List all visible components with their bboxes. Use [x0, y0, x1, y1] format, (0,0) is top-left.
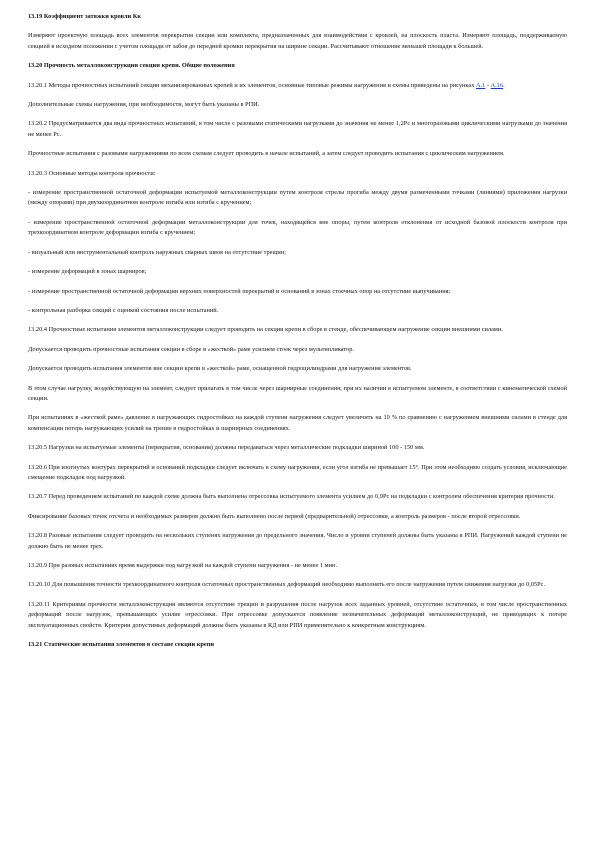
- paragraph: Фиксирование базовых точек отсчета и необходимых размеров должно быть выполнено после первой (предварительной) отрессовки, а контроль размеров - после второй отрессовки.: [28, 512, 521, 520]
- figure-link-a16[interactable]: А.16: [490, 81, 504, 89]
- paragraph: 13.20.11 Критериями прочности металлоконструкции являются отсутствие трещин и разрушения после нагрузок всех заданных уровней, отсутствие остаточных, в том числе пространственных деформаций после нагрузок, превышающих усилие отрессовки. При отрессовке допускается появление незначительных деформаций металлоконструкций, не приводящих к потере эксплуатационных свойств. Критерии допустимых деформаций должны быть указаны в КД или РПИ применительно к конкретным конструкциям.: [28, 600, 567, 629]
- paragraph: 13.20.10 Для повышения точности трехкоординатного контроля остаточных пространственных деформаций необходимо выполнять его после нагружения путем снижения нагрузки до 0,05Рс.: [28, 581, 546, 589]
- list-item: - измерение пространственной остаточной деформации металлоконструкции для точек, находящейся вне опоры, путем контроля отклонения от исходной базовой плоскости контроля при трехкоординатном контроле деформации изгиба с кручением;: [28, 218, 567, 237]
- paragraph: 13.20.2 Предусматривается два вида прочностных испытаний, в том числе с разовыми статическими нагрузками до значения не менее 1,2Рс и многоразовыми циклическими нагрузками до значения не менее Рс.: [28, 120, 567, 138]
- section-heading: 13.20 Прочность металлоконструкции секции крепи. Общие положения: [28, 62, 235, 70]
- paragraph: Дополнительные схемы нагружения, при необходимости, могут быть указаны в РПИ.: [28, 101, 260, 109]
- paragraph: При испытаниях в «жесткой раме» давление в нагружающих гидростойках на каждой ступени нагружения следует увеличить на 10 % по сравнению с нагружением внешними силами в стенде для компенсации потерь нагружающих усилий на трение в гидростойках и шарнирных соединениях.: [28, 414, 567, 432]
- paragraph: Допускается проводить испытания элементов вне секции крепи в «жесткой» раме, оснащенной гидроцилиндрами для нагружения элементов.: [28, 365, 412, 373]
- list-item: - визуальный или инструментальный контроль наружных сварных швов на отсутствие трещин;: [28, 248, 286, 256]
- paragraph: 13.20.8 Разовые испытания следует проводить на нескольких ступенях нагружения до предельного значения. Число и уровни ступеней должны быть указаны в РПИ. Нагружений каждой ступени не должно быть не менее трех.: [28, 532, 567, 550]
- list-item: - измерение пространственной остаточной деформации верхних поверхностей перекрытий и оснований в зонах стоечных опор на отсутствие выпучивания;: [28, 287, 451, 295]
- paragraph: 13.20.4 Прочностные испытания элементов металлоконструкции следует проводить на секции крепи в сборе в стенде, обеспечивающем нагружение секции внешними силами.: [28, 326, 503, 334]
- section-heading: 13.21 Статические испытания элементов в составе секции крепи: [28, 641, 215, 649]
- list-item: - измерение деформаций в зонах шарниров;: [28, 268, 147, 276]
- paragraph: Прочностные испытания с разовыми нагружениями по всем схемам следует проводить в начале испытаний, а затем следует проводить испытания с циклическим нагружением.: [28, 150, 505, 158]
- paragraph: 13.20.1 Методы прочностных испытаний секции механизированных крепей и их элементов, основные типовые режимы нагружения и схемы приведены на рисунках А.1 - А.16.: [28, 81, 505, 89]
- paragraph: 13.20.3 Основные методы контроля прочности:: [28, 169, 156, 177]
- paragraph: В этом случае нагрузку, воздействующую на элемент, следует прилагать в том числе через шарнирные соединения; при их наличии в испытуемом элементе, в соответствии с кинематической схемой секции.: [28, 384, 567, 402]
- paragraph: 13.20.5 Нагрузки на испытуемые элементы (перекрытия, основания) должны передаваться через металлические подкладки шириной 100 - 150 мм.: [28, 444, 425, 452]
- paragraph: 13.20.6 При изогнутых контурах перекрытий и оснований подкладки следует включать в схему нагружения, если угол изгиба не превышает 15°. При этом необходимо создать условия, исключающие смещение подкладок под нагрузкой.: [28, 463, 567, 481]
- paragraph: Допускается проводить прочностные испытания секции в сборе в «жесткой» раме усилием стоек через мультипликатор.: [28, 345, 354, 353]
- list-item: - измерение пространственной остаточной деформации испытуемой металлоконструкции путем контроля стрелы прогиба между двумя размеченными точками (линиями) приложения нагрузки (между опорами) при двухкоординатном контроле изгиба или изгиба с кручением;: [28, 189, 567, 207]
- paragraph: Измеряют проектную площадь всех элементов перекрытия секции или комплекта, предназначенных для взаимодействия с кровлей, на плоскость пласта. Измеряют площадь, поддерживаемую секцией в исходном положении с учетом площади от забоя до передней кромки перекрытия на ширине секции. Рассчитывают отношение меньшей площади к большей.: [28, 32, 567, 50]
- paragraph: 13.20.7 Перед проведением испытаний по каждой схеме должна быть выполнена отрессовка испытуемого элемента усилием до 0,9Рс на подкладки с контролем обеспечения критерия прочности.: [28, 493, 555, 501]
- section-heading: 13.19 Коэффициент затяжки кровли Кк: [28, 13, 141, 20]
- figure-link-a1[interactable]: А.1: [475, 81, 486, 89]
- list-item: - контрольная разборка секций с оценкой состояния после испытаний.: [28, 306, 219, 314]
- paragraph: 13.20.9 При разовых испытаниях время выдержки под нагрузкой на каждой ступени нагружения - не менее 1 мин.: [28, 562, 338, 569]
